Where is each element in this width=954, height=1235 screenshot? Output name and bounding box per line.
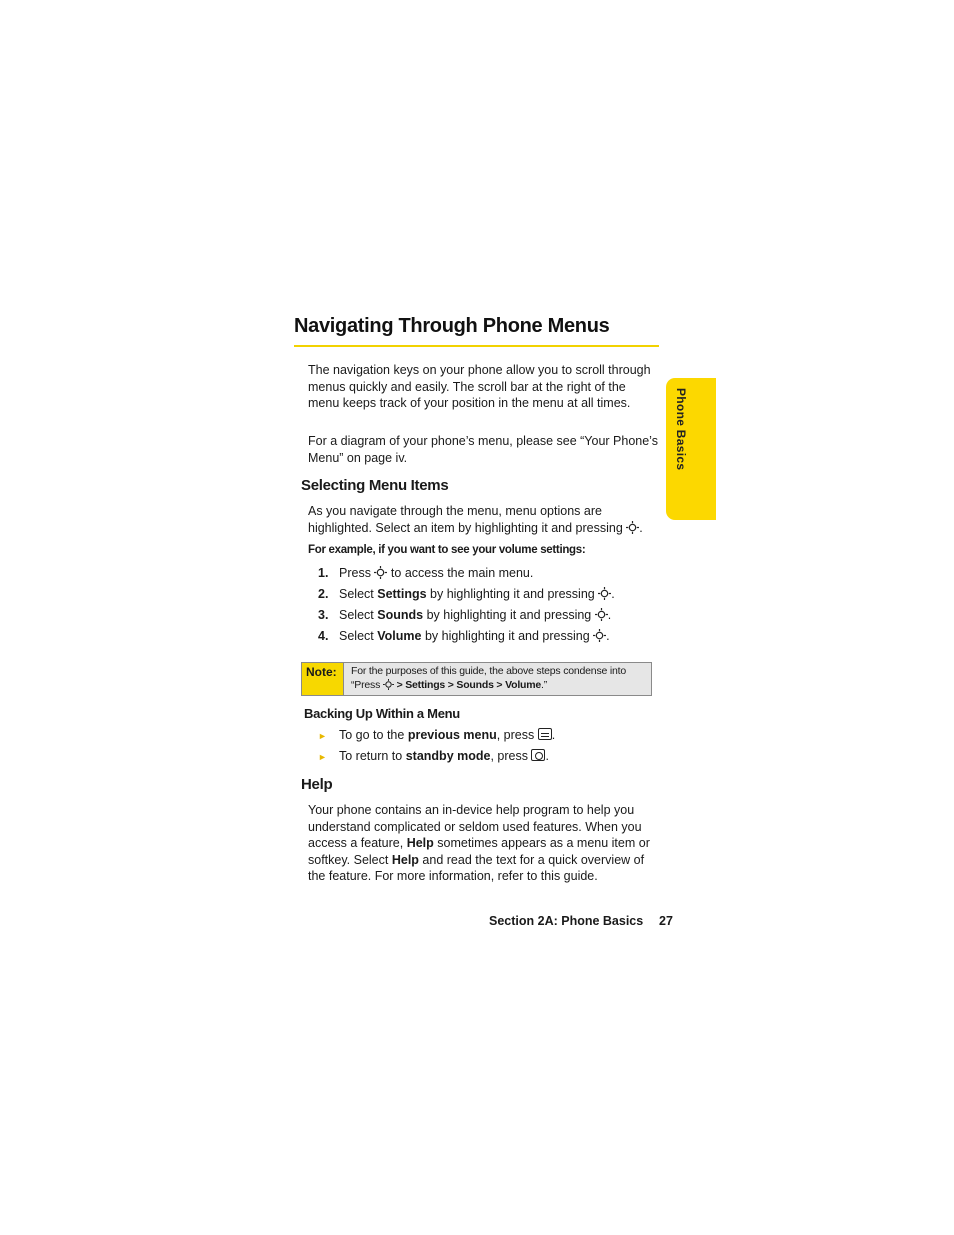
nav-key-icon — [598, 587, 611, 600]
nav-key-icon — [383, 679, 394, 690]
intro-paragraph-2: For a diagram of your phone’s menu, please see “Your Phone’s Menu” on page iv. — [308, 434, 658, 465]
selecting-text: As you navigate through the menu, menu options are highlighted. Select an item by highlighting it and pressing — [308, 504, 623, 535]
page-title: Navigating Through Phone Menus — [294, 315, 610, 337]
bullet-text: To return to — [339, 749, 403, 763]
bullet-text: , press — [496, 728, 535, 742]
step-1 — [318, 565, 533, 581]
help-heading: Help — [301, 776, 333, 793]
help-paragraph — [308, 802, 668, 885]
footer-page-number: 27 — [659, 914, 673, 928]
section-side-tab — [666, 378, 716, 520]
help-line: and read the text for a quick overview of — [422, 852, 645, 867]
step-number: 1. — [318, 566, 329, 580]
bullet-bold: standby mode — [405, 749, 491, 763]
note-menu-path: > Settings > Sounds > Volume — [396, 679, 542, 691]
step-number: 3. — [318, 608, 329, 622]
bullet-bold: previous menu — [407, 728, 497, 742]
side-tab-label: Phone Basics — [674, 388, 688, 471]
note-line-1: For the purposes of this guide, the above steps condense into — [351, 665, 626, 677]
note-label: Note: — [302, 663, 344, 695]
step-text: by highlighting it and pressing — [430, 587, 595, 601]
nav-key-icon — [626, 521, 639, 534]
step-text: Select — [339, 608, 374, 622]
note-text — [351, 664, 626, 692]
footer-section: Section 2A: Phone Basics — [489, 914, 644, 928]
note-end: .” — [541, 679, 548, 691]
backing-heading: Backing Up Within a Menu — [304, 706, 460, 721]
help-line: Your phone contains an in-device help program to help you — [308, 803, 635, 817]
step-number: 4. — [318, 629, 329, 643]
step-text: to access the main menu. — [390, 566, 534, 580]
bullet-arrow-icon: ► — [318, 752, 327, 762]
step-text: Press — [339, 566, 371, 580]
bullet-text: , press — [490, 749, 528, 763]
step-text: by highlighting it and pressing — [426, 608, 592, 622]
step-text: by highlighting it and pressing — [424, 629, 590, 643]
menu-item-name: Volume — [377, 629, 422, 643]
bullet-arrow-icon: ► — [318, 731, 327, 741]
note-press: “Press — [351, 679, 381, 691]
title-underline — [294, 345, 659, 347]
step-3: 3. Select Sounds by highlighting it and pressing . — [318, 608, 612, 622]
bullet-standby-mode: ► To return to standby mode, press . — [318, 749, 549, 763]
step-number: 2. — [318, 587, 329, 601]
help-bold: Help — [406, 836, 434, 850]
intro-paragraph-1: The navigation keys on your phone allow you to scroll through menus quickly and easily. The scroll bar at the right of the menu keeps track of your position in the menu at all times. — [308, 363, 651, 410]
nav-key-icon — [595, 608, 608, 621]
back-key-icon — [538, 728, 552, 740]
help-line: access a feature, — [308, 836, 404, 850]
help-line: the feature. For more information, refer to this guide. — [308, 869, 598, 883]
menu-item-name: Sounds — [377, 608, 424, 622]
help-line: understand complicated or seldom used features. When you — [308, 819, 642, 834]
menu-item-name: Settings — [377, 587, 427, 601]
step-2: 2. Select Settings by highlighting it and pressing . — [318, 587, 615, 601]
step-4: 4. Select Volume by highlighting it and pressing . — [318, 629, 610, 643]
end-key-icon — [531, 749, 545, 761]
bullet-previous-menu: ► To go to the previous menu, press . — [318, 728, 556, 742]
help-line: softkey. Select — [308, 852, 389, 867]
bullet-text: To go to the — [339, 728, 405, 742]
example-intro: For example, if you want to see your volume settings: — [308, 544, 586, 556]
help-bold: Help — [391, 852, 419, 867]
step-text: Select — [339, 587, 374, 601]
selecting-paragraph: As you navigate through the menu, menu options are highlighted. Select an item by highlighting it and pressing . — [308, 504, 643, 535]
nav-key-icon — [374, 566, 387, 579]
selecting-heading: Selecting Menu Items — [301, 477, 449, 494]
step-text: Select — [339, 629, 374, 643]
note-box — [301, 662, 652, 696]
nav-key-icon — [593, 629, 606, 642]
help-line: sometimes appears as a menu item or — [437, 836, 650, 850]
